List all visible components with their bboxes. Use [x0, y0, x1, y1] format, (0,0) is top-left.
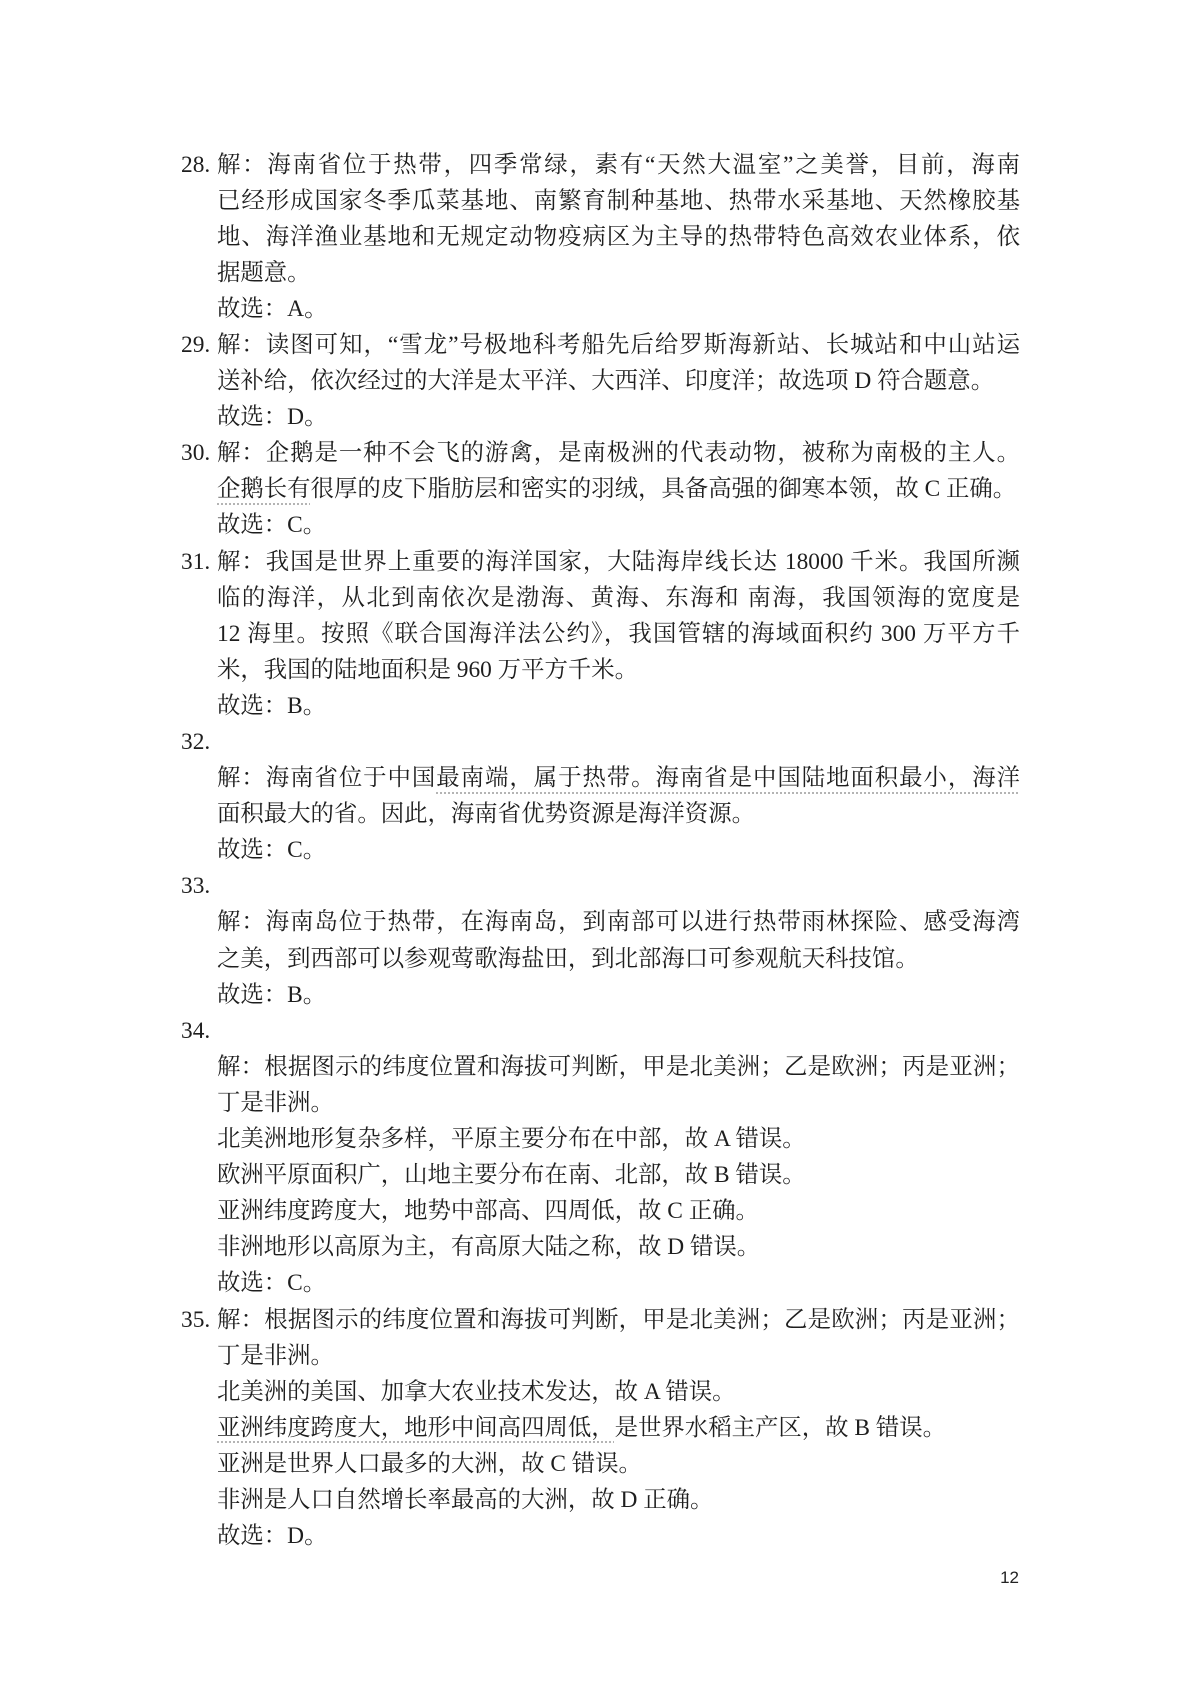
- answer-text: 送补给，依次经过的大洋是太平洋、大西洋、印度洋；故选项 D 符合题意。: [217, 368, 995, 395]
- answer-text: 欧洲平原面积广，山地主要分布在南、北部，故 B 错误。: [217, 1162, 806, 1189]
- answer-line: [181, 147, 1021, 183]
- answer-text-segment: 是世界水稻主产区，故 B 错误。: [614, 1414, 947, 1441]
- answer-33: [181, 868, 1021, 1012]
- answer-text-segment-dotted: 企鹅长有: [217, 476, 311, 503]
- answer-text: 米，我国的陆地面积是 960 万平方千米。: [217, 656, 639, 683]
- answer-text: 解：根据图示的纬度位置和海拔可判断，甲是北美洲；乙是欧洲；丙是亚洲；: [217, 1306, 1020, 1333]
- answer-line: [181, 1121, 1021, 1157]
- answer-number: 29.: [181, 331, 211, 358]
- answer-text: 之美，到西部可以参观莺歌海盐田，到北部海口可参观航天科技馆。: [217, 945, 919, 972]
- answer-text: 丁是非洲。: [217, 1342, 334, 1369]
- answer-line: [181, 1374, 1021, 1410]
- answer-text: 解：企鹅是一种不会飞的游禽，是南极洲的代表动物，被称为南极的主人。: [217, 440, 1020, 467]
- answer-31: [181, 544, 1021, 724]
- answer-line: [181, 1049, 1021, 1085]
- answer-line: [181, 1338, 1021, 1374]
- answer-line: [181, 363, 1021, 399]
- answer-number: 33.: [181, 873, 211, 900]
- answer-text-segment-dotted: 最南端，属于热带。海南省是中国陆地面积最小，海洋: [436, 765, 1020, 792]
- answer-line: [181, 255, 1021, 291]
- answer-35: [181, 1302, 1021, 1555]
- answer-conclusion: 故选：D。: [217, 404, 328, 431]
- answer-line: [181, 471, 1021, 507]
- answer-line: [181, 1193, 1021, 1229]
- answer-conclusion: 故选：C。: [217, 1270, 327, 1297]
- answer-line: [181, 1229, 1021, 1265]
- answer-number-line: [181, 724, 1021, 760]
- answer-line: [181, 616, 1021, 652]
- answer-32: [181, 724, 1021, 868]
- answer-text: 解：根据图示的纬度位置和海拔可判断，甲是北美洲；乙是欧洲；丙是亚洲；: [217, 1053, 1020, 1080]
- answer-conclusion: 故选：D。: [217, 1523, 328, 1550]
- answer-conclusion: 故选：B。: [217, 981, 327, 1008]
- answer-number: 30.: [181, 440, 211, 467]
- document-body: [181, 147, 1021, 1555]
- answer-text: [217, 471, 1020, 507]
- answer-text: 面积最大的省。因此，海南省优势资源是海洋资源。: [217, 801, 755, 828]
- answer-line: [181, 1482, 1021, 1518]
- answer-line: [181, 327, 1021, 363]
- answer-number-line: [181, 868, 1021, 904]
- answer-number: 34.: [181, 1017, 211, 1044]
- answer-conclusion-line: [181, 1265, 1021, 1301]
- answer-conclusion: 故选：B。: [217, 692, 327, 719]
- answer-text: 12 海里。按照《联合国海洋法公约》，我国管辖的海域面积约 300 万平方千: [217, 620, 1020, 647]
- answer-text: 地、海洋渔业基地和无规定动物疫病区为主导的热带特色高效农业体系，依: [217, 223, 1020, 250]
- answer-number: 32.: [181, 729, 211, 755]
- answer-text: 亚洲纬度跨度大，地势中部高、四周低，故 C 正确。: [217, 1198, 759, 1225]
- answer-line: [181, 796, 1021, 832]
- answer-line: [181, 1410, 1021, 1446]
- answer-34: [181, 1013, 1021, 1302]
- answer-line: [181, 904, 1021, 940]
- answer-conclusion-line: [181, 291, 1021, 327]
- answer-conclusion-line: [181, 688, 1021, 724]
- answer-text: [217, 1410, 1020, 1446]
- answer-text: 解：我国是世界上重要的海洋国家，大陆海岸线长达 18000 千米。我国所濒: [217, 548, 1020, 575]
- answer-text: 据题意。: [217, 259, 311, 286]
- answer-conclusion-line: [181, 977, 1021, 1013]
- answer-line: [181, 435, 1021, 471]
- answer-conclusion-line: [181, 1518, 1021, 1554]
- answer-number: 31.: [181, 548, 211, 575]
- answer-number: 28.: [181, 151, 211, 178]
- answer-line: [181, 1302, 1021, 1338]
- answer-28: [181, 147, 1021, 327]
- answer-text: 亚洲是世界人口最多的大洲，故 C 错误。: [217, 1450, 642, 1477]
- answer-line: [181, 183, 1021, 219]
- answer-number: 35.: [181, 1306, 211, 1333]
- answer-line: [181, 1085, 1021, 1121]
- answer-text: 丁是非洲。: [217, 1089, 334, 1116]
- answer-text-segment: 很厚的皮下脂肪层和密实的羽绒，具备高强的御寒本领，故 C 正确。: [310, 476, 1017, 503]
- page-number: 12: [1000, 1568, 1019, 1587]
- answer-line: [181, 544, 1021, 580]
- answer-30: [181, 435, 1021, 543]
- answer-line: [181, 760, 1021, 796]
- answer-text: 解：海南省位于热带，四季常绿，素有“天然大温室”之美誉，目前，海南: [217, 151, 1020, 178]
- answer-text: 非洲是人口自然增长率最高的大洲，故 D 正确。: [217, 1486, 714, 1513]
- answer-line: [181, 1157, 1021, 1193]
- answer-conclusion-line: [181, 507, 1021, 543]
- answer-conclusion: 故选：A。: [217, 295, 328, 322]
- answer-29: [181, 327, 1021, 435]
- answer-line: [181, 1446, 1021, 1482]
- answer-line: [181, 580, 1021, 616]
- answer-text: 临的海洋，从北到南依次是渤海、黄海、东海和 南海，我国领海的宽度是: [217, 584, 1020, 611]
- answer-text: 北美洲地形复杂多样，平原主要分布在中部，故 A 错误。: [217, 1126, 806, 1153]
- answer-line: [181, 652, 1021, 688]
- answer-text-segment: 解：海南省位于中国: [217, 765, 437, 792]
- answer-line: [181, 941, 1021, 977]
- answer-text-segment-dotted: 亚洲纬度跨度大，地形中间高四周低，: [217, 1414, 615, 1441]
- answer-number-line: [181, 1013, 1021, 1049]
- answer-conclusion: 故选：C。: [217, 837, 327, 864]
- answer-text: 解：读图可知，“雪龙”号极地科考船先后给罗斯海新站、长城站和中山站运: [217, 331, 1020, 358]
- answer-text: 解：海南岛位于热带，在海南岛，到南部可以进行热带雨林探险、感受海湾: [217, 909, 1020, 936]
- answer-text: 北美洲的美国、加拿大农业技术发达，故 A 错误。: [217, 1378, 736, 1405]
- answer-text: [217, 760, 1020, 796]
- answer-conclusion-line: [181, 399, 1021, 435]
- answer-line: [181, 219, 1021, 255]
- answer-text: 已经形成国家冬季瓜菜基地、南繁育制种基地、热带水采基地、天然橡胶基: [217, 187, 1020, 214]
- answer-conclusion: 故选：C。: [217, 512, 327, 539]
- answer-text: 非洲地形以高原为主，有高原大陆之称，故 D 错误。: [217, 1234, 761, 1261]
- answer-conclusion-line: [181, 832, 1021, 868]
